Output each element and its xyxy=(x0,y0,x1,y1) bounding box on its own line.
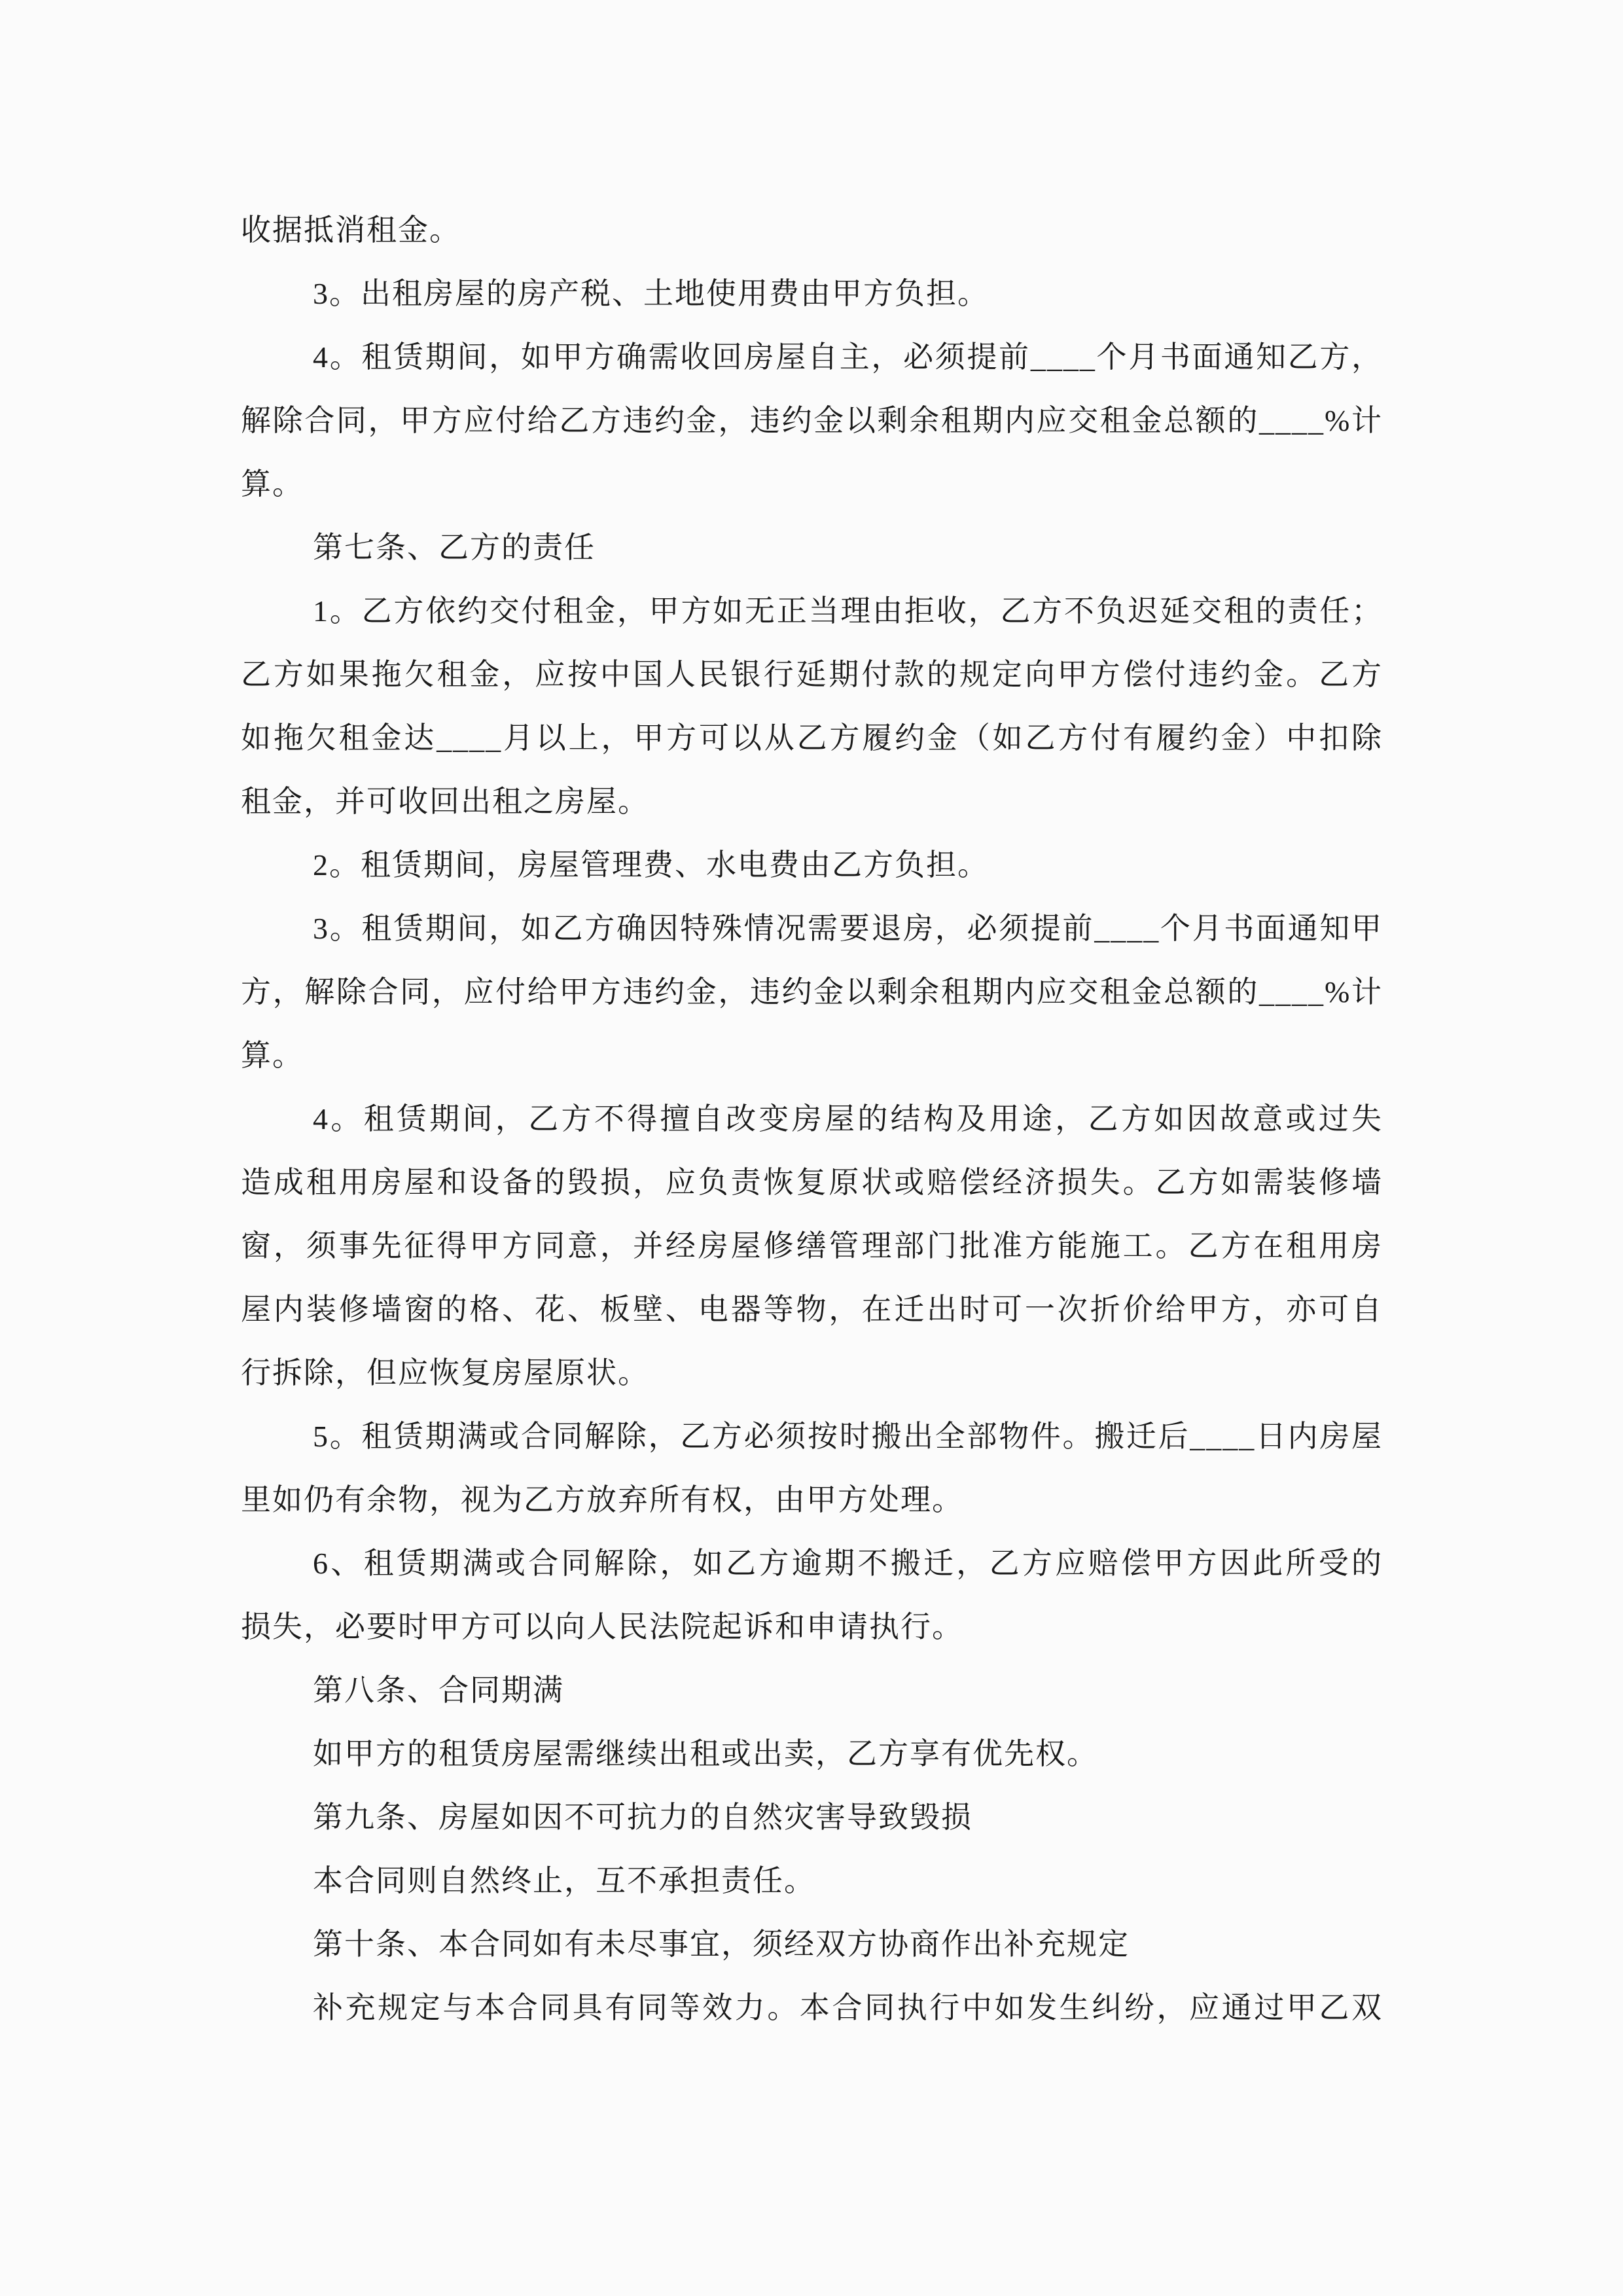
text-line: 算。 xyxy=(241,467,304,501)
text-line: 第八条、合同期满 xyxy=(313,1674,564,1707)
text-line: 里如仍有余物，视为乙方放弃所有权，由甲方处理。 xyxy=(241,1483,963,1516)
text-line: 5。租赁期满或合同解除，乙方必须按时搬出全部物件。搬迁后____日内房屋 xyxy=(313,1420,1383,1453)
text-line: 如甲方的租赁房屋需继续出租或出卖，乙方享有优先权。 xyxy=(313,1737,1098,1770)
text-line: 解除合同，甲方应付给乙方违约金，违约金以剩余租期内应交租金总额的____%计 xyxy=(241,404,1383,437)
text-line: 收据抵消租金。 xyxy=(241,213,461,247)
text-line: 乙方如果拖欠租金，应按中国人民银行延期付款的规定向甲方偿付违约金。乙方 xyxy=(241,658,1383,691)
text-line: 方，解除合同，应付给甲方违约金，违约金以剩余租期内应交租金总额的____%计 xyxy=(241,975,1383,1009)
text-line: 6、租赁期满或合同解除，如乙方逾期不搬迁，乙方应赔偿甲方因此所受的 xyxy=(313,1547,1383,1580)
text-line: 损失，必要时甲方可以向人民法院起诉和申请执行。 xyxy=(241,1610,963,1643)
text-line: 屋内装修墙窗的格、花、板壁、电器等物，在迁出时可一次折价给甲方，亦可自 xyxy=(241,1293,1383,1326)
text-line: 算。 xyxy=(241,1039,304,1072)
text-line: 如拖欠租金达____月以上，甲方可以从乙方履约金（如乙方付有履约金）中扣除 xyxy=(241,721,1383,755)
text-line: 窗，须事先征得甲方同意，并经房屋修缮管理部门批准方能施工。乙方在租用房 xyxy=(241,1229,1383,1263)
text-line: 本合同则自然终止，互不承担责任。 xyxy=(313,1864,815,1897)
text-line: 3。出租房屋的房产税、土地使用费由甲方负担。 xyxy=(313,277,989,310)
text-line: 补充规定与本合同具有同等效力。本合同执行中如发生纠纷，应通过甲乙双 xyxy=(313,1991,1383,2024)
text-line: 2。租赁期间，房屋管理费、水电费由乙方负担。 xyxy=(313,848,989,882)
text-line: 行拆除，但应恢复房屋原状。 xyxy=(241,1356,649,1390)
text-line: 第七条、乙方的责任 xyxy=(313,531,596,564)
text-line: 第十条、本合同如有未尽事宜，须经双方协商作出补充规定 xyxy=(313,1928,1130,1961)
text-line: 租金，并可收回出租之房屋。 xyxy=(241,785,649,818)
text-line: 4。租赁期间，乙方不得擅自改变房屋的结构及用途，乙方如因故意或过失 xyxy=(313,1102,1383,1136)
contract-text-block xyxy=(241,198,1383,2039)
text-line: 造成租用房屋和设备的毁损，应负责恢复原状或赔偿经济损失。乙方如需装修墙 xyxy=(241,1166,1383,1199)
text-line: 第九条、房屋如因不可抗力的自然灾害导致毁损 xyxy=(313,1801,972,1834)
text-line: 4。租赁期间，如甲方确需收回房屋自主，必须提前____个月书面通知乙方， xyxy=(313,340,1383,374)
text-line: 1。乙方依约交付租金，甲方如无正当理由拒收，乙方不负迟延交租的责任； xyxy=(313,594,1383,628)
text-line: 3。租赁期间，如乙方确因特殊情况需要退房，必须提前____个月书面通知甲 xyxy=(313,912,1383,945)
